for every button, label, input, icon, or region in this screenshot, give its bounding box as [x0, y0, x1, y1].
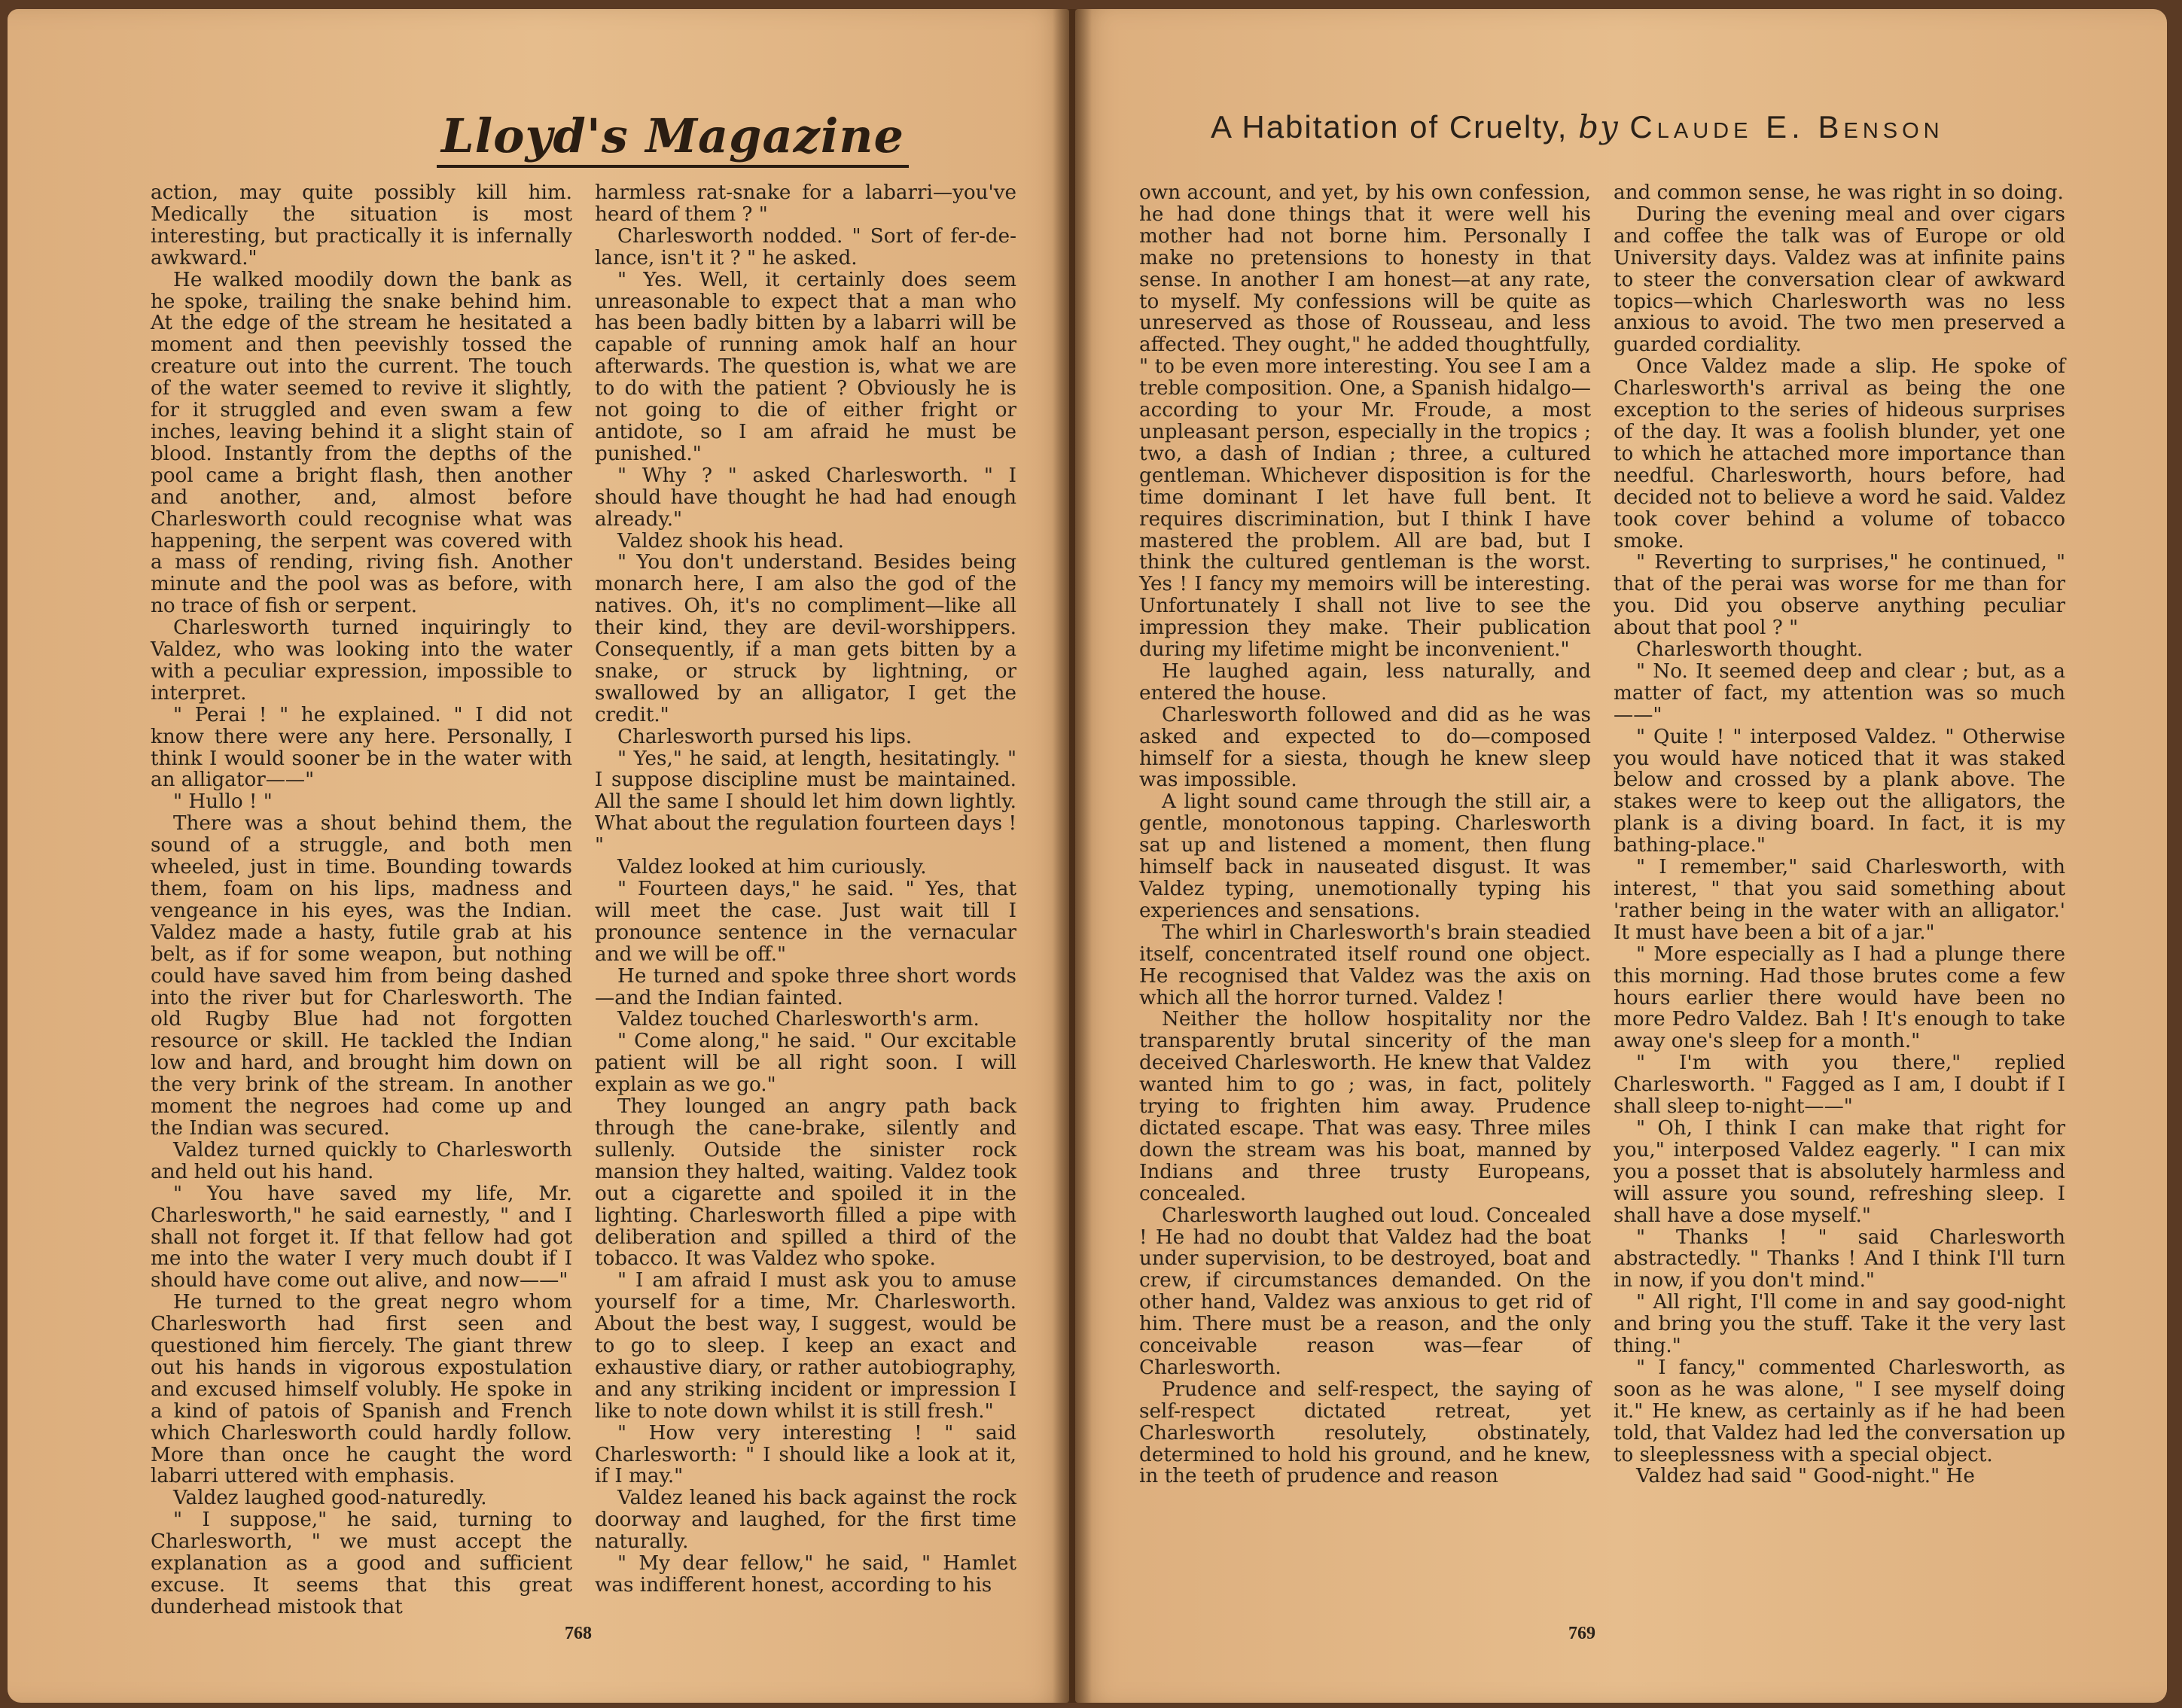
paragraph: There was a shout behind them, the sound of a struggle, and both men wheeled, just in time. Bounding towards them, foam on his lips, madness and vengeance in his eyes, was the Indian. Valdez made a hasty, futile grab at his belt, as if for some weapon, but nothing could have saved him from being dashed into the river but for Charlesworth. The old Rugby Blue had not forgotten resource or skill. He tackled the Indian low and hard, and brought him down on the very brink of the stream. In another moment the negroes had come up and the Indian was secured.	[151, 812, 572, 1140]
paragraph: He turned and spoke three short words—and the Indian fainted.	[595, 964, 1016, 1009]
paragraph: He laughed again, less naturally, and entered the house.	[1139, 659, 1591, 705]
paragraph: " No. It seemed deep and clear ; but, as a matter of fact, my attention was so much——"	[1614, 659, 2065, 726]
paragraph: Charlesworth followed and did as he was asked and expected to do—composed himself for a siesta, though he knew sleep was impossible.	[1139, 703, 1591, 792]
paragraph: " I suppose," he said, turning to Charlesworth, " we must accept the explanation as a good and sufficient excuse. It seems that this great dunderhead mistook that	[151, 1509, 572, 1618]
paragraph: " Quite ! " interposed Valdez. " Otherwise you would have noticed that it was staked below and crossed by a plank above. The stakes were to keep out the alligators, the plank is a diving board. In fact, it is my bathing-place."	[1614, 725, 2065, 857]
paragraph: " More especially as I had a plunge there this morning. Had those brutes come a few hours earlier there would have been no more Pedro Valdez. Bah ! It's enough to take away one's sleep for a month."	[1614, 942, 2065, 1053]
right-page	[1075, 9, 2167, 1703]
article-title: A Habitation of Cruelty,	[1211, 109, 1568, 145]
paragraph: " I am afraid I must ask you to amuse yourself for a time, Mr. Charlesworth. About the best way, I suggest, would be to go to sleep. I keep an exact and exhaustive diary, or rather autobiography, and any striking incident or impression I like to note down whilst it is still fresh."	[595, 1269, 1016, 1423]
right-column-2	[1614, 182, 2065, 1487]
paragraph: Valdez looked at him curiously.	[617, 856, 927, 879]
paragraph: Neither the hollow hospitality nor the transparently brutal sincerity of the man deceived Charlesworth. He knew that Valdez wanted him to go ; was, in fact, politely trying to frighten him away. Prudence dictated escape. That was easy. Three miles down the stream was his boat, manned by Indians and three trusty Europeans, concealed.	[1139, 1008, 1591, 1205]
paragraph: harmless rat-snake for a labarri—you've heard of them ? "	[595, 181, 1016, 226]
paragraph: During the evening meal and over cigars and coffee the talk was of Europe or old University days. Valdez was at infinite pains to steer the conversation clear of awkward topics—which Charlesworth was no less anxious to avoid. The two men preserved a guarded cordiality.	[1614, 202, 2065, 357]
page-number: 769	[1568, 1624, 1595, 1643]
paragraph: He turned to the great negro whom Charlesworth had first seen and questioned him fiercely. The giant threw out his hands in vigorous expostulation and excused himself volubly. He spoke in a kind of patois of Spanish and French which Charlesworth could hardly follow. More than once he caught the word labarri uttered with emphasis.	[151, 1291, 572, 1488]
paragraph: " Hullo ! "	[173, 790, 273, 814]
paragraph: " Oh, I think I can make that right for you," interposed Valdez eagerly. " I can mix you a posset that is absolutely harmless and will assure you sound, refreshing sleep. I shall have a dose myself."	[1614, 1116, 2065, 1227]
article-author: Claude E. Benson	[1629, 109, 1944, 145]
paragraph: Charlesworth turned inquiringly to Valdez, who was looking into the water with a peculiar expression, impossible to interpret.	[151, 617, 572, 705]
left-column-1	[151, 182, 572, 1618]
paragraph: Valdez touched Charlesworth's arm.	[617, 1008, 980, 1031]
paragraph: They lounged an angry path back through the cane-brake, silently and sullenly. Outside the sinister rock mansion they halted, waiting. Valdez took out a cigarette and spoiled it in the lighting. Charlesworth filled a pipe with deliberation and spilled a third of the tobacco. It was Valdez who spoke.	[595, 1095, 1016, 1271]
paragraph: " You don't understand. Besides being monarch here, I am also the god of the natives. Oh, it's no compliment—like all their kind, they are devil-worshippers. Consequently, if a man gets bitten by a snake, or struck by lightning, or swallowed by an alligator, I get the credit."	[595, 551, 1016, 726]
paragraph: " How very interesting ! " said Charlesworth: " I should like a look at it, if I may."	[595, 1421, 1016, 1488]
paragraph: He walked moodily down the bank as he spoke, trailing the snake behind him. At the edge of the stream he hesitated a moment and then peevishly tossed the creature out into the current. The touch of the water seemed to revive it slightly, for it struggled and even swam a few inches, leaving behind it a slight stain of blood. Instantly from the depths of the pool came a bright flash, then another and another, and, almost before Charlesworth could recognise what was happening, the serpent was covered with a mass of rending, riving fish. Another minute and the pool was as before, with no trace of fish or serpent.	[151, 268, 572, 618]
paragraph: " You have saved my life, Mr. Charlesworth," he said earnestly, " and I shall not forget it. If that fellow had got me into the water I very much doubt if I should have come out alive, and now——"	[151, 1182, 572, 1292]
paragraph: Charlesworth pursed his lips.	[617, 725, 913, 748]
paragraph: Charlesworth laughed out loud. Concealed ! He had no doubt that Valdez had the boat under supervision, to be destroyed, boat and crew, if circumstances demanded. On the other hand, Valdez was anxious to get rid of him. There must be a reason, and the only conceivable reason was—fear of Charlesworth.	[1139, 1204, 1591, 1379]
paragraph: " Thanks ! " said Charlesworth abstractedly. " Thanks ! And I think I'll turn in now, if you don't mind."	[1614, 1225, 2065, 1292]
paragraph: The whirl in Charlesworth's brain steadied itself, concentrated itself round one object. He recognised that Valdez was the axis on which all the horror turned. Valdez !	[1139, 921, 1591, 1009]
right-column-1	[1139, 182, 1591, 1487]
paragraph: Charlesworth thought.	[1636, 638, 1864, 662]
paragraph: Valdez had said " Good-night." He	[1636, 1465, 1975, 1488]
paragraph: Charlesworth nodded. " Sort of fer-de-lance, isn't it ? " he asked.	[595, 224, 1016, 269]
paragraph: Valdez shook his head.	[617, 529, 844, 553]
page-number: 768	[565, 1624, 592, 1643]
paragraph: " Reverting to surprises," he continued, " that of the perai was worse for me than for you. Did you observe anything peculiar about that pool ? "	[1614, 551, 2065, 640]
paragraph: and common sense, he was right in so doing.	[1614, 181, 2064, 204]
left-column-2	[595, 182, 1016, 1597]
paragraph: " Why ? " asked Charlesworth. " I should have thought he had had enough already."	[595, 464, 1016, 531]
paragraph: " I fancy," commented Charlesworth, as soon as he was alone, " I see myself doing it." He knew, as certainly as if he had been told, that Valdez had led the conversation up to sleeplessness with a special object.	[1614, 1356, 2065, 1466]
paragraph: Once Valdez made a slip. He spoke of Charlesworth's arrival as being the one exception to the series of hideous surprises of the day. It was a foolish blunder, yet one to which he attached more importance than needful. Charlesworth, hours before, had decided not to believe a word he said. Valdez took cover behind a volume of tobacco smoke.	[1614, 355, 2065, 553]
paragraph: " I'm with you there," replied Charlesworth. " Fagged as I am, I doubt if I shall sleep to-night——"	[1614, 1052, 2065, 1119]
paragraph: " Come along," he said. " Our excitable patient will be all right soon. I will explain as we go."	[595, 1030, 1016, 1097]
paragraph: Prudence and self-respect, the saying of self-respect dictated retreat, yet Charlesworth resolutely, obstinately, determined to hold his ground, and he knew, in the teeth of prudence and reason	[1139, 1378, 1591, 1488]
paragraph: " Perai ! " he explained. " I did not know there were any here. Personally, I think I would sooner be in the water with an alligator——"	[151, 703, 572, 792]
paragraph: A light sound came through the still air, a gentle, monotonous tapping. Charlesworth sat up and listened a moment, then flung himself back in nauseated disgust. It was Valdez typing, unemotionally typing his experiences and sensations.	[1139, 790, 1591, 922]
running-head	[1211, 108, 1944, 145]
paragraph: action, may quite possibly kill him. Medically the situation is most interesting, but practically it is infernally awkward."	[151, 181, 572, 269]
paragraph: " I remember," said Charlesworth, with interest, " that you said something about 'rather being in the water with an alligator.' It must have been a bit of a jar."	[1614, 856, 2065, 944]
paragraph: Valdez laughed good-naturedly.	[173, 1487, 487, 1510]
masthead: Lloyd's Magazine	[437, 108, 909, 168]
paragraph: " All right, I'll come in and say good-night and bring you the stuff. Take it the very last thing."	[1614, 1291, 2065, 1358]
paragraph: Valdez turned quickly to Charlesworth and held out his hand.	[151, 1138, 572, 1183]
paragraph: own account, and yet, by his own confession, he had done things that it were well his mother had not borne him. Personally I make no pretensions to honesty in that sense. In another I am honest—at any rate, to myself. My confessions will be quite as unreserved as those of Rousseau, and less affected. They ought," he added thoughtfully, " to be even more interesting. You see I am a treble composition. One, a Spanish hidalgo—according to your Mr. Froude, a most unpleasant person, especially in the tropics ; two, a dash of Indian ; three, a cultured gentleman. Whichever disposition is for the time dominant I let have full bent. It requires discrimination, but I think I have mastered the problem. All are bad, but I think the cultured gentleman is the worst. Yes ! I fancy my memoirs will be interesting. Unfortunately I shall not live to see the impression they make. Their publication during my lifetime might be inconvenient."	[1139, 181, 1591, 662]
paragraph: " Yes. Well, it certainly does seem unreasonable to expect that a man who has been badly bitten by a labarri will be capable of running amok half an hour afterwards. The question is, what we are to do with the patient ? Obviously he is not going to die of either fright or antidote, so I am afraid he must be punished."	[595, 268, 1016, 465]
paragraph: Valdez leaned his back against the rock doorway and laughed, for the first time naturally.	[595, 1487, 1016, 1554]
paragraph: " My dear fellow," he said, " Hamlet was indifferent honest, according to his	[595, 1552, 1016, 1597]
book-gutter	[1053, 9, 1092, 1703]
paragraph: " Yes," he said, at length, hesitatingly. " I suppose discipline must be maintained. All the same I should let him down lightly. What about the regulation fourteen days ! "	[595, 747, 1016, 857]
paragraph: " Fourteen days," he said. " Yes, that will meet the case. Just wait till I pronounce sentence in the vernacular and we will be off."	[595, 878, 1016, 966]
left-page	[8, 9, 1069, 1703]
byline-by: by	[1578, 108, 1620, 145]
